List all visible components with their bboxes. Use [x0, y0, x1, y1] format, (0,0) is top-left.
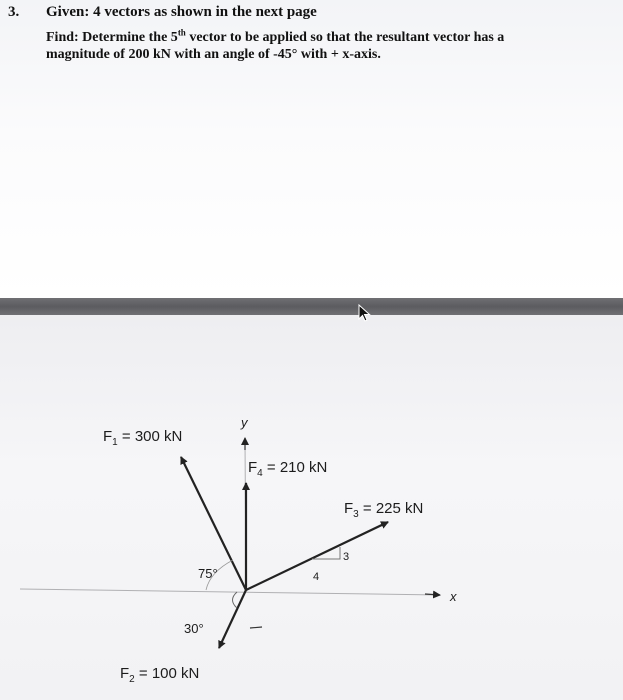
- find-line1-sup: th: [177, 27, 186, 38]
- angle-f1-label: 75°: [198, 566, 218, 581]
- f2-label: $F_2 = 100$ kN: [120, 665, 200, 685]
- f1-label: $F_1 = 300$ kN: [103, 428, 183, 448]
- given-text: Given: 4 vectors as shown in the next page: [46, 4, 317, 20]
- find-line1-prefix: Find: Determine the 5: [46, 30, 178, 45]
- slope-run-label: 4: [313, 571, 320, 583]
- find-line1-suffix: vector to be applied so that the resultant vector has a: [185, 30, 505, 45]
- f4-label: $F_4 = 210$ kN: [248, 459, 328, 479]
- x-axis-label: x: [450, 589, 457, 604]
- angle-f2-pointer: [250, 627, 262, 628]
- problem-number: 3.: [8, 4, 20, 20]
- f3-label: $F_3 = 225$ kN: [344, 500, 424, 520]
- find-line2: magnitude of 200 kN with an angle of -45° with + x-axis.: [46, 47, 381, 62]
- angle-f2-label: 30°: [184, 621, 204, 636]
- slope-rise-label: 3: [343, 551, 350, 563]
- angle-arc-f2: [233, 592, 238, 608]
- x-axis-line: [20, 589, 440, 595]
- y-axis-label: y: [241, 415, 248, 430]
